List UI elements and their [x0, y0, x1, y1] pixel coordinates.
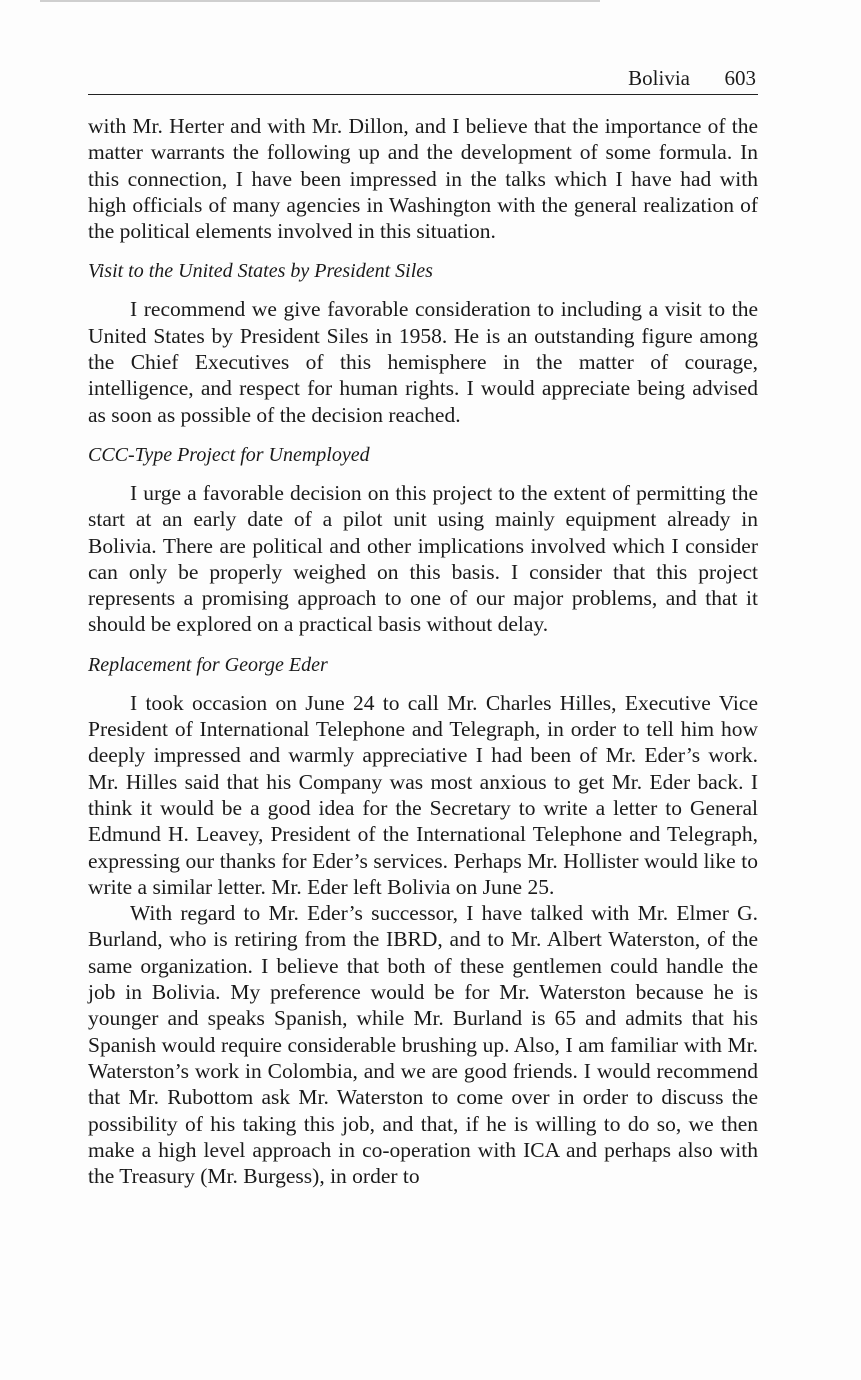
running-title: Bolivia [628, 66, 690, 90]
section-heading-replacement: Replacement for George Eder [88, 653, 328, 676]
page-top-edge [40, 0, 600, 2]
paragraph-replacement-1: I took occasion on June 24 to call Mr. Charles Hilles, Executive Vice President of International Telephone and Telegraph, in order to tell him how deeply impressed and warmly appreciative I had been of Mr. Eder’s work. Mr. Hilles said that his Company was most anxious to get Mr. Eder back. I think it would be a good idea for the Secretary to write a letter to General Edmund H. Leavey, President of the International Telephone and Telegraph, expressing our thanks for Eder’s services. Perhaps Mr. Hollister would like to write a similar letter. Mr. Eder left Bolivia on June 25. [88, 690, 758, 899]
paragraph-ccc-project: I urge a favorable decision on this project to the extent of permitting the start at an early date of a pilot unit using mainly equipment already in Bolivia. There are political and other implications involved which I consider can only be properly weighed on this basis. I consider that this project represents a promising approach to one of our major problems, and that it should be explored on a practical basis without delay. [88, 480, 758, 637]
paragraph-continuation: with Mr. Herter and with Mr. Dillon, and I believe that the importance of the matter warrants the following up and the development of some formula. In this connection, I have been impressed in the talks which I have had with high officials of many agencies in Washington with the general realization of the political elements involved in this situation. [88, 114, 758, 244]
running-header [88, 64, 758, 95]
section-heading-visit: Visit to the United States by President Siles [88, 260, 433, 283]
paragraph-visit: I recommend we give favorable consideration to including a visit to the United States by President Siles in 1958. He is an outstanding figure among the Chief Executives of this hemisphere in the matter of courage, intelligence, and respect for human rights. I would appreciate being advised as soon as possible of the decision reached. [88, 297, 758, 427]
page-number: 603 [724, 66, 756, 90]
page-body [88, 113, 758, 1189]
section-heading-ccc-project: CCC-Type Project for Unemployed [88, 443, 370, 466]
paragraph-replacement-2: With regard to Mr. Eder’s successor, I have talked with Mr. Elmer G. Burland, who is retiring from the IBRD, and to Mr. Albert Waterston, of the same organization. I believe that both of these gentlemen could handle the job in Bolivia. My preference would be for Mr. Waterston because he is younger and speaks Spanish, while Mr. Burland is 65 and admits that his Spanish would require considerable brushing up. Also, I am familiar with Mr. Waterston’s work in Colombia, and we are good friends. I would recommend that Mr. Rubottom ask Mr. Waterston to come over in order to discuss the possibility of his taking this job, and that, if he is willing to do so, we then make a high level approach in co-operation with ICA and perhaps also with the Treasury (Mr. Burgess), in order to [88, 901, 758, 1189]
